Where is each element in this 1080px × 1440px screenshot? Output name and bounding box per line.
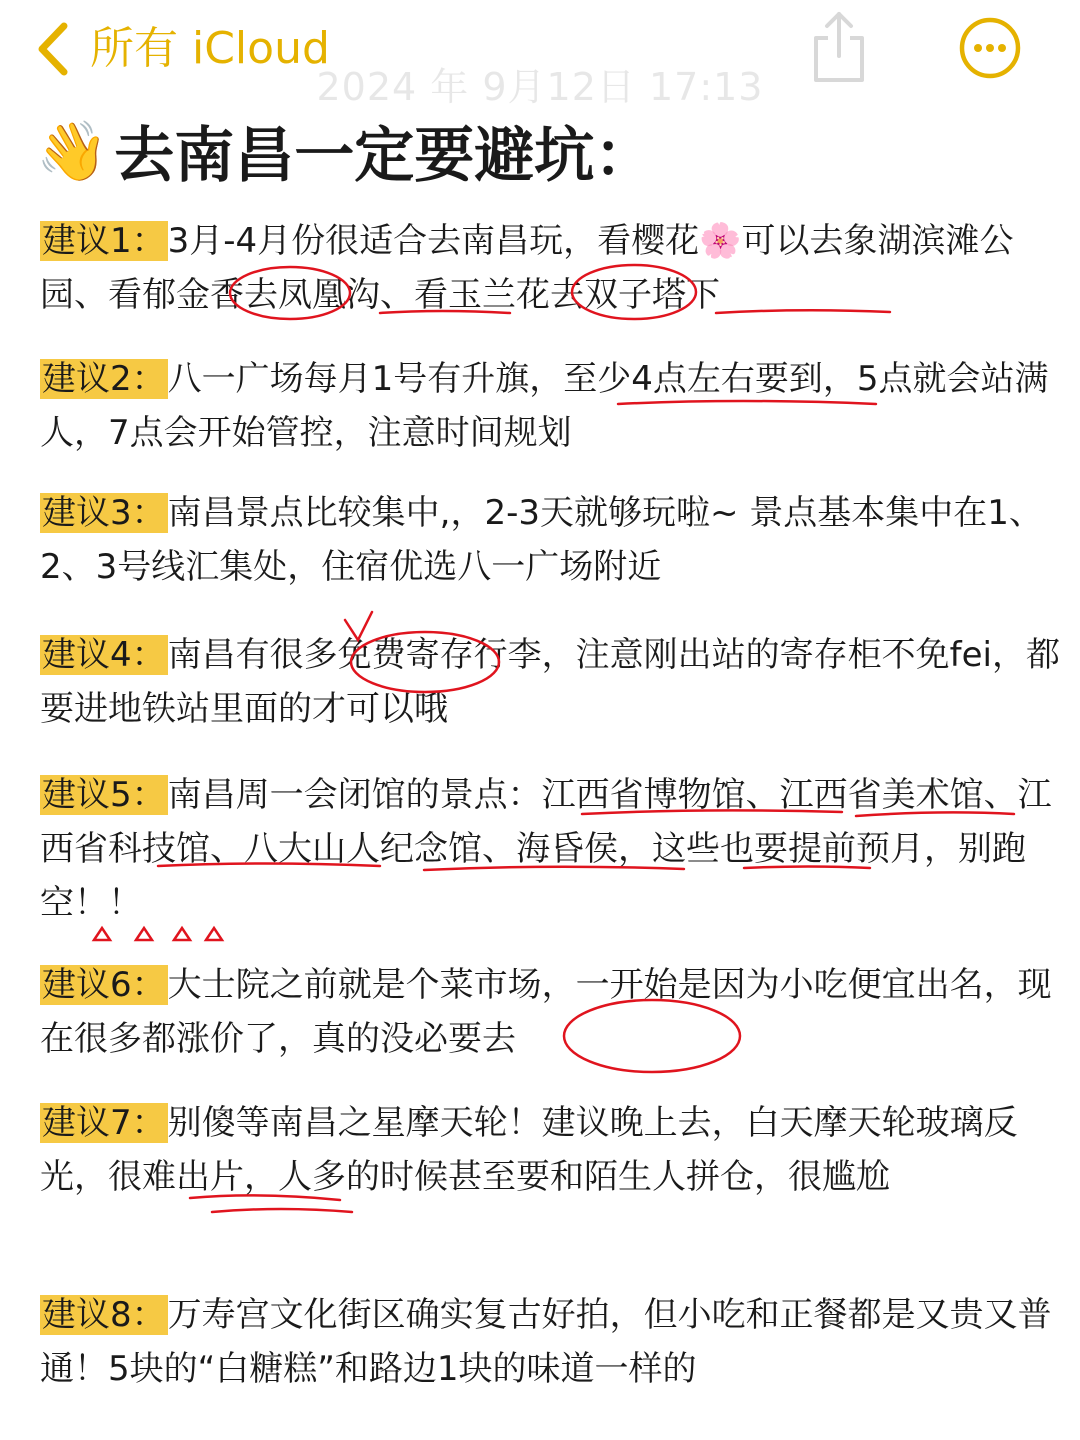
tip-text: 八一广场每月1号有升旗，至少4点左右要到，5点就会站满人，7点会开始管控，注意时间规划 (40, 359, 1049, 453)
tip-text: 万寿宫文化街区确实复古好拍，但小吃和正餐都是又贵又普通！5块的“白糖糕”和路边1块的味道一样的 (40, 1295, 1052, 1389)
tip-7 (40, 1096, 1060, 1204)
tip-text: 南昌有很多免费寄存行李，注意刚出站的寄存柜不免fei，都要进地铁站里面的才可以哦 (40, 635, 1060, 729)
tip-4 (40, 628, 1060, 736)
tip-5 (40, 768, 1060, 930)
tip-text: 南昌景点比较集中,，2-3天就够玩啦~ 景点基本集中在1、2、3号线汇集处，住宿优选八一广场附近 (40, 493, 1043, 587)
tip-1 (40, 214, 1060, 322)
tip-text: 南昌周一会闭馆的景点：江西省博物馆、江西省美术馆、江西省科技馆、八大山人纪念馆、海昏侯，这些也要提前预月，别跑空！！ (40, 775, 1052, 923)
tip-label: 建议2： (42, 359, 166, 399)
note-title-text: 去南昌一定要避坑： (114, 121, 655, 191)
note-title (36, 108, 654, 194)
tip-3 (40, 486, 1060, 594)
waving-hand-icon: 👋 (36, 116, 109, 185)
tip-label: 建议6： (42, 965, 166, 1005)
tip-label: 建议8： (42, 1295, 166, 1335)
tip-text: 大士院之前就是个菜市场，一开始是因为小吃便宜出名，现在很多都涨价了，真的没必要去 (40, 965, 1052, 1059)
annotation-underline (212, 1209, 352, 1212)
navigation-bar (0, 0, 1080, 109)
tip-8 (40, 1288, 1060, 1396)
tip-6 (40, 958, 1060, 1066)
tip-label: 建议7： (42, 1103, 166, 1143)
back-button-label: 所有 iCloud (90, 23, 330, 74)
tip-label: 建议5： (42, 775, 166, 815)
tip-text: 3月-4月份很适合去南昌玩，看樱花🌸可以去象湖滨滩公园、看郁金香去凤凰沟、看玉兰花去双子塔下 (40, 221, 1014, 315)
tip-2 (40, 352, 1060, 460)
tip-label: 建议3： (42, 493, 166, 533)
tip-text: 别傻等南昌之星摩天轮！建议晚上去，白天摩天轮玻璃反光，很难出片，人多的时候甚至要和陌生人拼仓，很尴尬 (40, 1103, 1018, 1197)
tip-label: 建议4： (42, 635, 166, 675)
tip-label: 建议1： (42, 221, 166, 261)
note-timestamp: 2024 年 9月12日 17:13 (316, 65, 764, 109)
